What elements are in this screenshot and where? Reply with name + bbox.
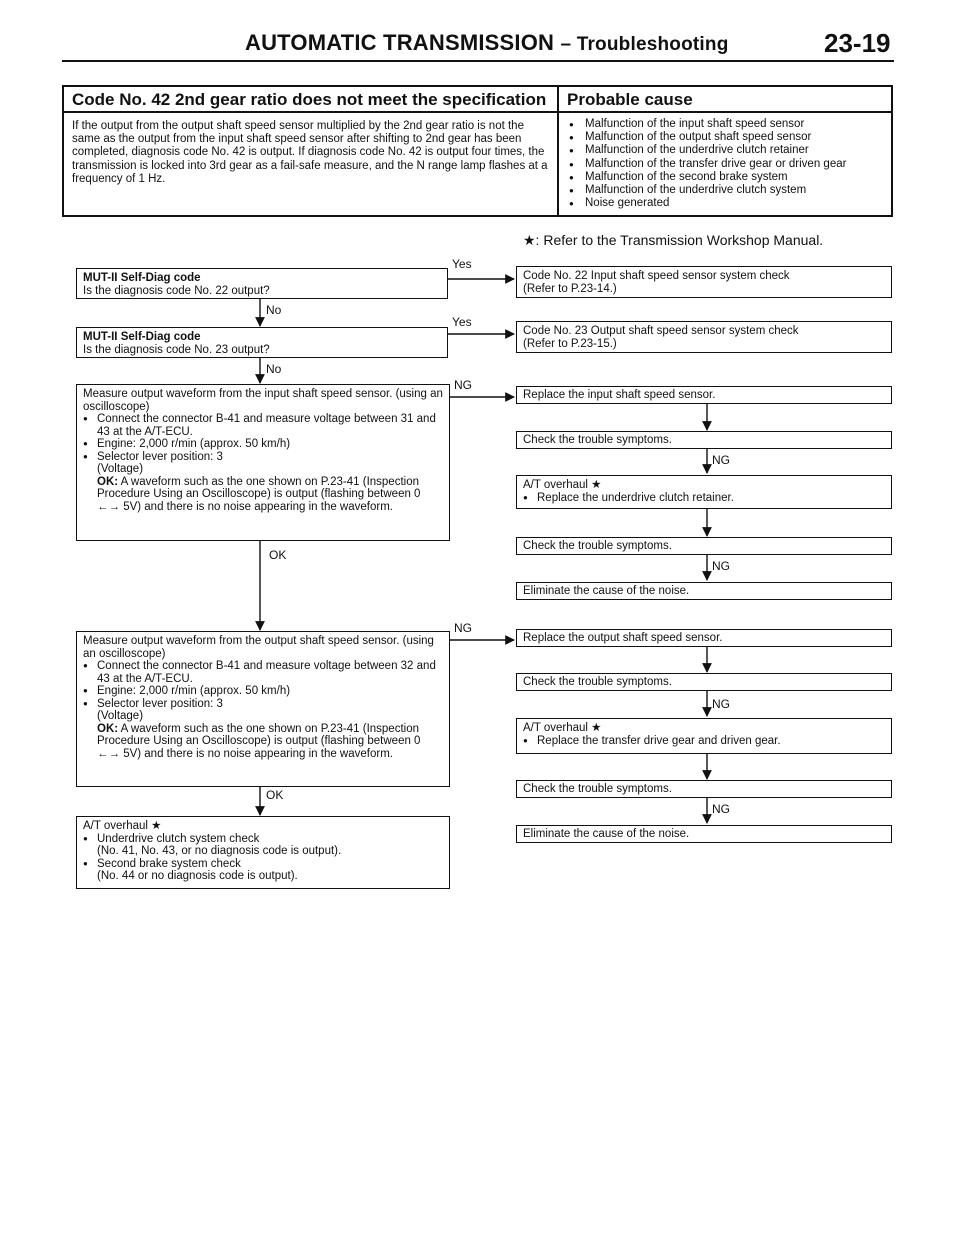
replace-input-sensor-box: Replace the input shaft speed sensor. xyxy=(516,386,892,404)
diag-question: Is the diagnosis code No. 22 output? xyxy=(83,284,270,297)
measure-voltage: (Voltage) xyxy=(97,463,144,475)
label-ng: NG xyxy=(712,802,730,816)
ok-label: OK: xyxy=(97,722,119,735)
check-line: Code No. 23 Output shaft speed sensor system check xyxy=(523,325,799,337)
code-23-check-box xyxy=(516,321,892,353)
overhaul-item: ● Replace the transfer drive gear and driven gear. xyxy=(523,735,885,748)
overhaul-item: ● Replace the underdrive clutch retainer. xyxy=(523,492,885,505)
eliminate-noise-box: Eliminate the cause of the noise. xyxy=(516,582,892,600)
diag-question: Is the diagnosis code No. 23 output? xyxy=(83,343,270,356)
diag-title: MUT-II Self-Diag code xyxy=(83,272,201,284)
code-description: If the output from the output shaft speed sensor multiplied by the 2nd gear ratio is not the same as the output from the input shaft speed sensor after shifting to 2nd gear has been completed, diagnosis code No. 42 is output. If diagnosis code No. 42 is output four times, the transmission is locked into 3rd gear as a fail-safe measure, and the N range lamp flashes at a frequency of 1 Hz. xyxy=(72,120,548,185)
overhaul-check xyxy=(83,833,443,858)
at-overhaul-box xyxy=(76,816,450,889)
measure-steps xyxy=(83,413,443,463)
cause-heading: Probable cause xyxy=(559,87,891,113)
ok-text: A waveform such as the one shown on P.23-41 (Inspection Procedure Using an Oscilloscope) is output (flashing between 0 ←→ 5V) and there is no noise appearing in the waveform. xyxy=(97,475,421,513)
measure-step: ● Connect the connector B-41 and measure voltage between 32 and 43 at the A/T-ECU. xyxy=(83,660,443,685)
overhaul-retainer-box xyxy=(516,475,892,509)
label-ng: NG xyxy=(712,559,730,573)
measure-step: ● Selector lever position: 3 xyxy=(83,698,443,711)
overhaul-checks xyxy=(83,833,443,883)
label-no: No xyxy=(266,303,282,317)
legend-note: ★: Refer to the Transmission Workshop Manual. xyxy=(523,232,824,248)
cause-item: ● Noise generated xyxy=(567,197,883,210)
eliminate-noise-box: Eliminate the cause of the noise. xyxy=(516,825,892,843)
input-shaft-measure-box xyxy=(76,384,450,541)
measure-steps xyxy=(83,660,443,710)
label-no: No xyxy=(266,362,282,376)
check-label: ● Underdrive clutch system check xyxy=(97,832,260,845)
overhaul-title: A/T overhaul ★ xyxy=(83,820,162,832)
check-ref: (Refer to P.23-15.) xyxy=(523,337,617,350)
measure-step: ● Engine: 2,000 r/min (approx. 50 km/h) xyxy=(83,438,443,451)
overhaul-title: A/T overhaul ★ xyxy=(523,722,602,734)
measure-step: ● Connect the connector B-41 and measure voltage between 31 and 43 at the A/T-ECU. xyxy=(83,413,443,438)
measure-ok-criteria xyxy=(83,476,443,514)
section-title: AUTOMATIC TRANSMISSION xyxy=(245,30,555,55)
cause-item: ● Malfunction of the transfer drive gear or driven gear xyxy=(567,158,883,171)
check-symptoms-box: Check the trouble symptoms. xyxy=(516,431,892,449)
label-ng: NG xyxy=(454,621,472,635)
ok-label: OK: xyxy=(97,475,119,488)
label-ng: NG xyxy=(454,378,472,392)
cause-item: ● Malfunction of the output shaft speed sensor xyxy=(567,131,883,144)
cause-item: ● Malfunction of the input shaft speed sensor xyxy=(567,118,883,131)
measure-intro: Measure output waveform from the output shaft speed sensor. (using an oscilloscope) xyxy=(83,635,434,660)
measure-ok-criteria xyxy=(83,723,443,761)
check-symptoms-box: Check the trouble symptoms. xyxy=(516,673,892,691)
check-symptoms-box: Check the trouble symptoms. xyxy=(516,780,892,798)
label-ng: NG xyxy=(712,453,730,467)
check-label: ● Second brake system check xyxy=(97,857,241,870)
measure-intro: Measure output waveform from the input shaft speed sensor. (using an oscilloscope) xyxy=(83,388,443,413)
check-symptoms-box: Check the trouble symptoms. xyxy=(516,537,892,555)
diag-code-23-box xyxy=(76,327,448,358)
label-ok: OK xyxy=(266,788,284,802)
output-shaft-measure-box xyxy=(76,631,450,787)
page-number: 23-19 xyxy=(824,28,891,58)
measure-step: ● Engine: 2,000 r/min (approx. 50 km/h) xyxy=(83,685,443,698)
cause-item: ● Malfunction of the underdrive clutch system xyxy=(567,184,883,197)
overhaul-check xyxy=(83,858,443,883)
diag-code-22-box xyxy=(76,268,448,299)
label-ng: NG xyxy=(712,697,730,711)
ok-text: A waveform such as the one shown on P.23-41 (Inspection Procedure Using an Oscilloscope) is output (flashing between 0 ←→ 5V) and there is no noise appearing in the waveform. xyxy=(97,722,421,760)
code-22-check-box xyxy=(516,266,892,298)
check-detail: (No. 44 or no diagnosis code is output). xyxy=(97,870,298,882)
check-ref: (Refer to P.23-14.) xyxy=(523,282,617,295)
check-detail: (No. 41, No. 43, or no diagnosis code is output). xyxy=(97,845,342,857)
measure-step: ● Selector lever position: 3 xyxy=(83,451,443,464)
code-heading: Code No. 42 2nd gear ratio does not meet the specification xyxy=(64,87,557,113)
section-subtitle: – Troubleshooting xyxy=(560,34,729,55)
replace-output-sensor-box: Replace the output shaft speed sensor. xyxy=(516,629,892,647)
overhaul-gear-box xyxy=(516,718,892,754)
overhaul-title: A/T overhaul ★ xyxy=(523,479,602,491)
diag-title: MUT-II Self-Diag code xyxy=(83,331,201,343)
check-line: Code No. 22 Input shaft speed sensor system check xyxy=(523,270,790,282)
label-yes: Yes xyxy=(452,257,472,271)
label-ok: OK xyxy=(269,548,287,562)
cause-item: ● Malfunction of the second brake system xyxy=(567,171,883,184)
label-yes: Yes xyxy=(452,315,472,329)
measure-voltage: (Voltage) xyxy=(97,710,144,722)
cause-item: ● Malfunction of the underdrive clutch retainer xyxy=(567,144,883,157)
